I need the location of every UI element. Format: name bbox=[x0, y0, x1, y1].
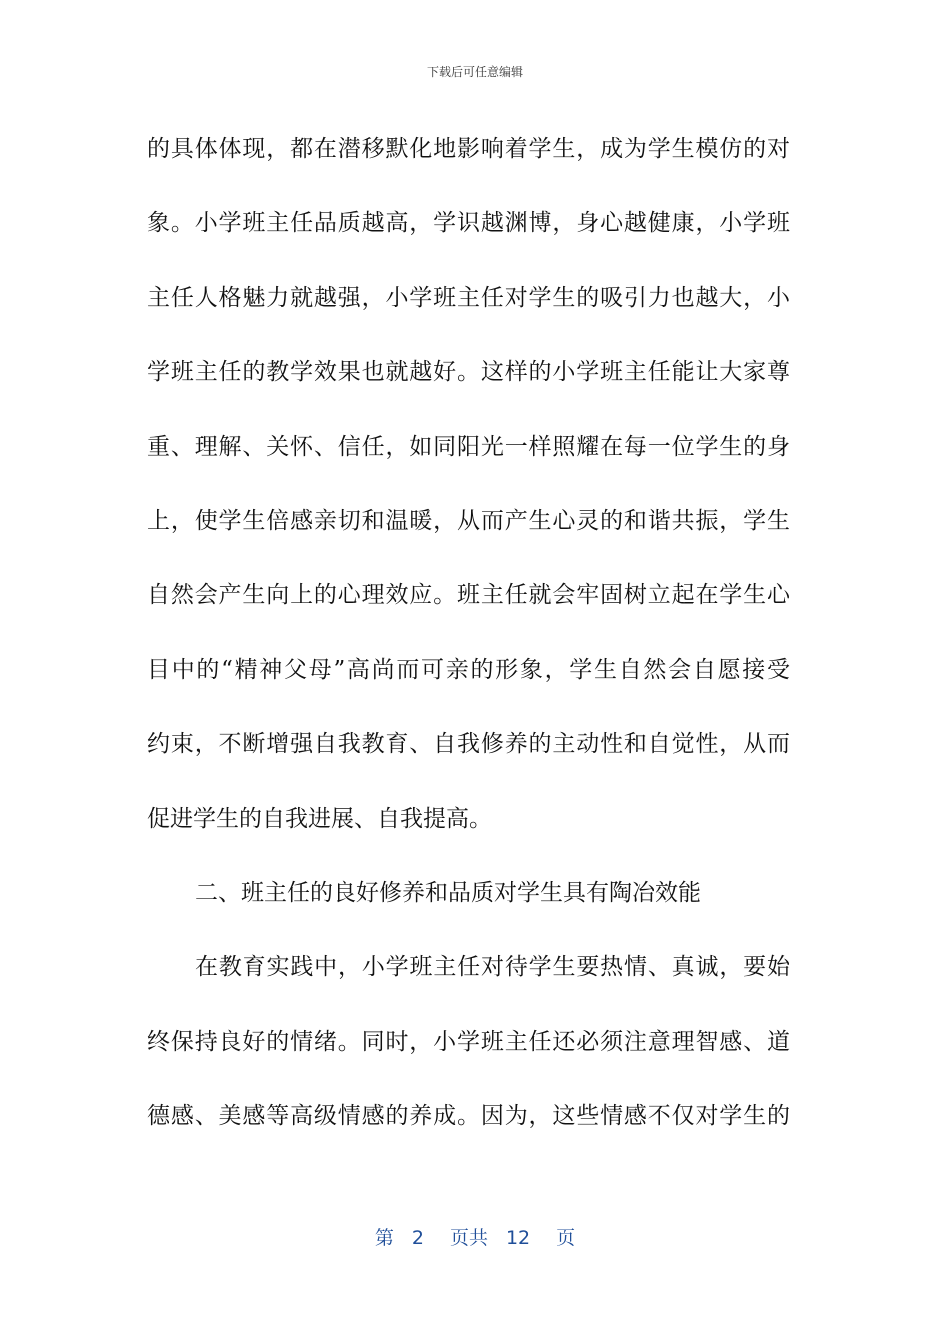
page-label-prefix: 第 bbox=[374, 1227, 394, 1249]
text-line: 约束，不断增强自我教育、自我修养的主动性和自觉性，从而 bbox=[147, 731, 790, 758]
text-line: 上，使学生倍感亲切和温暖，从而产生心灵的和谐共振，学生 bbox=[147, 507, 790, 534]
text-line: 促进学生的自我进展、自我提高。 bbox=[147, 805, 492, 832]
text-line: 象。小学班主任品质越高，学识越渊博，身心越健康，小学班 bbox=[147, 210, 790, 237]
page-label-suffix: 页 bbox=[556, 1227, 576, 1249]
page-label-middle: 页共 bbox=[449, 1227, 488, 1249]
section-heading: 二、班主任的良好修养和品质对学生具有陶冶效能 bbox=[195, 879, 701, 906]
document-body bbox=[147, 112, 790, 1153]
text-line: 终保持良好的情绪。同时，小学班主任还必须注意理智感、道 bbox=[147, 1028, 790, 1055]
text-line: 主任人格魅力就越强，小学班主任对学生的吸引力也越大，小 bbox=[147, 284, 790, 311]
page-header: 下载后可任意编辑 bbox=[426, 65, 523, 79]
page-total: 12 bbox=[505, 1227, 531, 1249]
text-line: 在教育实践中，小学班主任对待学生要热情、真诚，要始 bbox=[195, 954, 790, 981]
text-line: 目中的“精神父母”高尚而可亲的形象，学生自然会自愿接受 bbox=[147, 656, 790, 683]
text-line: 重、理解、关怀、信任，如同阳光一样照耀在每一位学生的身 bbox=[147, 433, 790, 460]
text-line: 的具体体现，都在潜移默化地影响着学生，成为学生模仿的对 bbox=[147, 136, 790, 162]
text-line: 德感、美感等高级情感的养成。因为，这些情感不仅对学生的 bbox=[147, 1103, 790, 1130]
text-line: 学班主任的教学效果也就越好。这样的小学班主任能让大家尊 bbox=[147, 359, 790, 386]
page-number: 2 bbox=[411, 1227, 424, 1249]
page-footer bbox=[0, 1226, 950, 1250]
text-line: 自然会产生向上的心理效应。班主任就会牢固树立起在学生心 bbox=[147, 582, 790, 609]
